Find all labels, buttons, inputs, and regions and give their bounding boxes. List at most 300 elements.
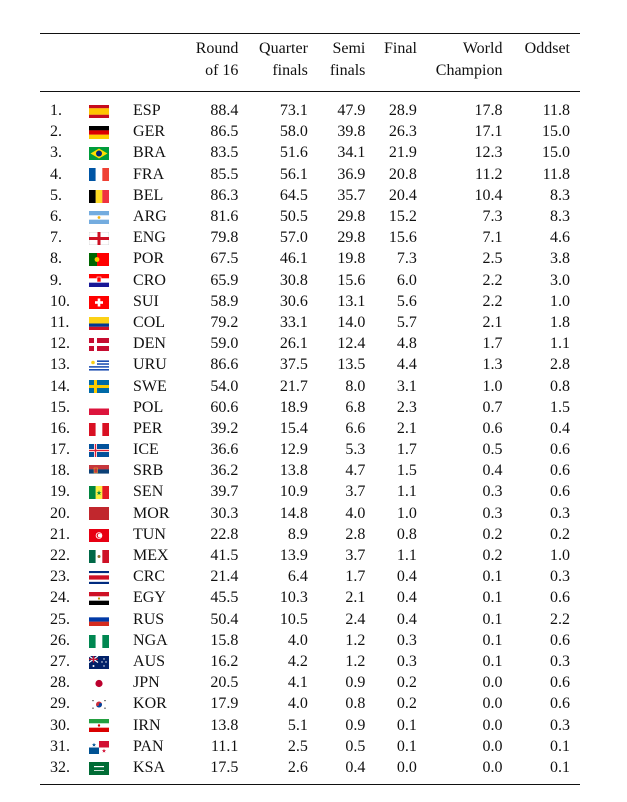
wc-cell: 0.0 <box>482 737 503 755</box>
qf-cell: 4.0 <box>287 631 308 649</box>
pol-flag-icon <box>89 402 109 415</box>
round-cell: 17.5 <box>210 758 239 776</box>
flag-cell <box>86 609 133 630</box>
table-row <box>40 121 580 142</box>
odds-cell: 0.6 <box>550 441 570 459</box>
flag-cell <box>86 312 133 333</box>
odds-cell: 0.6 <box>550 631 570 649</box>
qf-cell: 4.1 <box>287 674 308 692</box>
final-cell: 15.6 <box>388 229 417 247</box>
cro-flag-icon <box>89 274 109 287</box>
team-cell: SUI <box>133 292 159 310</box>
rank-cell: 26. <box>50 631 70 649</box>
sf-cell: 19.8 <box>337 250 366 268</box>
round-cell: 45.5 <box>210 589 239 607</box>
round-cell: 83.5 <box>210 144 239 162</box>
rank-cell: 24. <box>50 589 70 607</box>
sf-cell: 4.0 <box>345 504 366 522</box>
header-oddset: Oddset <box>524 40 570 57</box>
rank-cell: 21. <box>50 525 70 543</box>
team-cell: ICE <box>133 441 159 459</box>
round-cell: 36.2 <box>210 462 239 480</box>
sf-cell: 3.7 <box>345 483 366 501</box>
rank-cell: 9. <box>50 271 62 289</box>
round-cell: 86.6 <box>210 356 239 374</box>
rank-cell: 28. <box>50 674 70 692</box>
rank-cell: 1. <box>50 102 62 120</box>
flag-cell <box>86 206 133 227</box>
table-row <box>40 714 580 735</box>
mex-flag-icon <box>89 550 109 563</box>
rank-cell: 30. <box>50 716 70 734</box>
odds-cell: 0.1 <box>550 758 570 776</box>
qf-cell: 4.0 <box>287 695 308 713</box>
round-cell: 54.0 <box>210 377 239 395</box>
wc-cell: 0.3 <box>482 504 503 522</box>
header-semi-finals: Semi finals <box>329 40 366 79</box>
odds-cell: 0.6 <box>550 483 570 501</box>
final-cell: 7.3 <box>396 250 417 268</box>
final-cell: 2.3 <box>396 398 417 416</box>
rank-cell: 15. <box>50 398 70 416</box>
uru-flag-icon <box>89 359 109 372</box>
odds-cell: 0.8 <box>550 377 570 395</box>
team-cell: GER <box>133 123 166 141</box>
qf-cell: 8.9 <box>287 525 308 543</box>
table-row <box>40 185 580 206</box>
table-row <box>40 524 580 545</box>
wc-cell: 17.1 <box>474 123 503 141</box>
odds-cell: 0.1 <box>550 737 570 755</box>
qf-cell: 14.8 <box>279 504 308 522</box>
rank-cell: 14. <box>50 377 70 395</box>
round-cell: 58.9 <box>210 292 239 310</box>
rank-cell: 6. <box>50 208 62 226</box>
header-team <box>133 34 185 92</box>
final-cell: 0.4 <box>396 589 417 607</box>
flag-cell <box>86 481 133 502</box>
flag-cell <box>86 439 133 460</box>
final-cell: 20.8 <box>388 165 417 183</box>
qf-cell: 10.3 <box>279 589 308 607</box>
team-cell: DEN <box>133 335 166 353</box>
wc-cell: 1.7 <box>482 335 503 353</box>
flag-cell <box>86 142 133 163</box>
wc-cell: 11.2 <box>475 165 503 183</box>
table-body <box>40 92 580 785</box>
fra-flag-icon <box>89 168 109 181</box>
odds-cell: 8.3 <box>550 186 570 204</box>
sf-cell: 6.8 <box>345 398 366 416</box>
odds-cell: 0.3 <box>550 652 570 670</box>
final-cell: 1.7 <box>396 441 417 459</box>
wc-cell: 0.1 <box>482 610 503 628</box>
wc-cell: 2.5 <box>482 250 503 268</box>
sf-cell: 13.1 <box>337 292 366 310</box>
wc-cell: 0.3 <box>482 483 503 501</box>
round-cell: 65.9 <box>210 271 239 289</box>
qf-cell: 37.5 <box>279 356 308 374</box>
sf-cell: 2.4 <box>345 610 366 628</box>
sf-cell: 4.7 <box>345 462 366 480</box>
rank-cell: 31. <box>50 737 70 755</box>
team-cell: BEL <box>133 186 164 204</box>
round-cell: 67.5 <box>210 250 239 268</box>
flag-cell <box>86 757 133 785</box>
wc-cell: 0.5 <box>482 441 503 459</box>
team-cell: JPN <box>133 674 160 692</box>
flag-cell <box>86 354 133 375</box>
rus-flag-icon <box>89 613 109 626</box>
header-rank <box>40 34 86 92</box>
table-row <box>40 397 580 418</box>
qf-cell: 51.6 <box>279 144 308 162</box>
crc-flag-icon <box>89 571 109 584</box>
table-row <box>40 142 580 163</box>
arg-flag-icon <box>89 211 109 224</box>
wc-cell: 1.0 <box>482 377 503 395</box>
round-cell: 88.4 <box>210 102 239 120</box>
flag-cell <box>86 651 133 672</box>
esp-flag-icon <box>89 105 109 118</box>
rank-cell: 13. <box>50 356 70 374</box>
wc-cell: 17.8 <box>474 102 503 120</box>
table-row <box>40 164 580 185</box>
qf-cell: 2.5 <box>287 737 308 755</box>
team-cell: ESP <box>133 102 161 120</box>
round-cell: 21.4 <box>210 568 239 586</box>
round-cell: 39.2 <box>210 419 239 437</box>
round-cell: 30.3 <box>210 504 239 522</box>
kor-flag-icon <box>89 698 109 711</box>
final-cell: 2.1 <box>396 419 417 437</box>
odds-cell: 0.6 <box>550 695 570 713</box>
flag-cell <box>86 121 133 142</box>
odds-cell: 3.0 <box>550 271 570 289</box>
pan-flag-icon <box>89 741 109 754</box>
odds-cell: 0.6 <box>550 674 570 692</box>
mor-flag-icon <box>89 507 109 520</box>
header-world-champion: World Champion <box>435 40 503 79</box>
team-cell: FRA <box>133 165 165 183</box>
wc-cell: 0.2 <box>482 547 503 565</box>
aus-flag-icon <box>89 656 109 669</box>
qf-cell: 18.9 <box>279 398 308 416</box>
flag-cell <box>86 270 133 291</box>
flag-cell <box>86 92 133 122</box>
odds-cell: 1.0 <box>550 292 570 310</box>
final-cell: 3.1 <box>396 377 417 395</box>
final-cell: 0.3 <box>396 652 417 670</box>
team-cell: SEN <box>133 483 164 501</box>
wc-cell: 12.3 <box>474 144 503 162</box>
rank-cell: 20. <box>50 504 70 522</box>
wc-cell: 2.2 <box>482 271 503 289</box>
rank-cell: 12. <box>50 335 70 353</box>
table-row <box>40 566 580 587</box>
flag-cell <box>86 524 133 545</box>
rank-cell: 4. <box>50 165 62 183</box>
odds-cell: 0.2 <box>550 525 570 543</box>
rank-cell: 2. <box>50 123 62 141</box>
table-row <box>40 460 580 481</box>
sf-cell: 0.4 <box>345 758 366 776</box>
qf-cell: 26.1 <box>279 335 308 353</box>
final-cell: 0.1 <box>396 716 417 734</box>
team-cell: POL <box>133 398 164 416</box>
team-cell: RUS <box>133 610 165 628</box>
flag-cell <box>86 587 133 608</box>
round-cell: 59.0 <box>210 335 239 353</box>
round-cell: 39.7 <box>210 483 239 501</box>
team-cell: PAN <box>133 737 164 755</box>
flag-cell <box>86 418 133 439</box>
final-cell: 6.0 <box>396 271 417 289</box>
col-flag-icon <box>89 317 109 330</box>
sf-cell: 1.2 <box>345 631 366 649</box>
rank-cell: 32. <box>50 758 70 776</box>
tun-flag-icon <box>89 529 109 542</box>
round-cell: 11.1 <box>210 737 239 755</box>
team-cell: KSA <box>133 758 166 776</box>
table-row <box>40 248 580 269</box>
qf-cell: 6.4 <box>287 568 308 586</box>
odds-cell: 11.8 <box>542 102 570 120</box>
final-cell: 1.5 <box>396 462 417 480</box>
nga-flag-icon <box>89 635 109 648</box>
ger-flag-icon <box>89 126 109 139</box>
sf-cell: 0.8 <box>345 695 366 713</box>
odds-cell: 2.8 <box>550 356 570 374</box>
table-row <box>40 439 580 460</box>
sen-flag-icon <box>89 486 109 499</box>
qf-cell: 2.6 <box>287 758 308 776</box>
sf-cell: 39.8 <box>337 123 366 141</box>
qf-cell: 58.0 <box>279 123 308 141</box>
sf-cell: 6.6 <box>345 419 366 437</box>
header-final: Final <box>384 40 417 57</box>
final-cell: 5.6 <box>396 292 417 310</box>
table-row <box>40 291 580 312</box>
rank-cell: 8. <box>50 250 62 268</box>
rank-cell: 23. <box>50 568 70 586</box>
qf-cell: 56.1 <box>279 165 308 183</box>
wc-cell: 2.2 <box>482 292 503 310</box>
wc-cell: 0.2 <box>482 525 503 543</box>
odds-cell: 1.1 <box>550 335 570 353</box>
ice-flag-icon <box>89 444 109 457</box>
flag-cell <box>86 460 133 481</box>
odds-cell: 1.5 <box>550 398 570 416</box>
qf-cell: 4.2 <box>287 652 308 670</box>
flag-cell <box>86 736 133 757</box>
round-cell: 16.2 <box>210 652 239 670</box>
final-cell: 0.4 <box>396 610 417 628</box>
qf-cell: 10.9 <box>279 483 308 501</box>
rank-cell: 25. <box>50 610 70 628</box>
qf-cell: 33.1 <box>279 313 308 331</box>
qf-cell: 46.1 <box>279 250 308 268</box>
team-cell: COL <box>133 313 166 331</box>
table-row <box>40 503 580 524</box>
final-cell: 0.2 <box>396 674 417 692</box>
round-cell: 86.3 <box>210 186 239 204</box>
team-cell: POR <box>133 250 165 268</box>
flag-cell <box>86 672 133 693</box>
round-cell: 50.4 <box>210 610 239 628</box>
qf-cell: 30.6 <box>279 292 308 310</box>
final-cell: 28.9 <box>388 102 417 120</box>
eng-flag-icon <box>89 232 109 245</box>
qf-cell: 15.4 <box>279 419 308 437</box>
odds-cell: 3.8 <box>550 250 570 268</box>
team-cell: MOR <box>133 504 170 522</box>
odds-cell: 15.0 <box>542 144 570 162</box>
den-flag-icon <box>89 338 109 351</box>
rank-cell: 18. <box>50 462 70 480</box>
wc-cell: 0.4 <box>482 462 503 480</box>
table-row <box>40 757 580 785</box>
round-cell: 81.6 <box>210 208 239 226</box>
round-cell: 86.5 <box>210 123 239 141</box>
table-row <box>40 354 580 375</box>
flag-cell <box>86 375 133 396</box>
table-row <box>40 312 580 333</box>
odds-cell: 1.8 <box>550 313 570 331</box>
table-row <box>40 206 580 227</box>
flag-cell <box>86 333 133 354</box>
sf-cell: 12.4 <box>337 335 366 353</box>
qf-cell: 50.5 <box>279 208 308 226</box>
por-flag-icon <box>89 253 109 266</box>
team-cell: MEX <box>133 547 169 565</box>
table-row <box>40 545 580 566</box>
final-cell: 21.9 <box>388 144 417 162</box>
round-cell: 79.2 <box>210 313 239 331</box>
team-cell: AUS <box>133 652 166 670</box>
qf-cell: 12.9 <box>279 441 308 459</box>
table-row <box>40 227 580 248</box>
final-cell: 4.8 <box>396 335 417 353</box>
wc-cell: 0.0 <box>482 758 503 776</box>
irn-flag-icon <box>89 719 109 732</box>
sf-cell: 1.7 <box>345 568 366 586</box>
qf-cell: 73.1 <box>279 102 308 120</box>
sf-cell: 34.1 <box>337 144 366 162</box>
final-cell: 15.2 <box>388 208 417 226</box>
flag-cell <box>86 714 133 735</box>
sf-cell: 5.3 <box>345 441 366 459</box>
wc-cell: 1.3 <box>482 356 503 374</box>
bra-flag-icon <box>89 147 109 160</box>
wc-cell: 10.4 <box>474 186 503 204</box>
qf-cell: 30.8 <box>279 271 308 289</box>
qf-cell: 13.9 <box>279 547 308 565</box>
rank-cell: 16. <box>50 419 70 437</box>
flag-cell <box>86 227 133 248</box>
team-cell: TUN <box>133 525 166 543</box>
flag-cell <box>86 164 133 185</box>
rank-cell: 5. <box>50 186 62 204</box>
wc-cell: 0.1 <box>482 631 503 649</box>
sf-cell: 13.5 <box>337 356 366 374</box>
per-flag-icon <box>89 423 109 436</box>
round-cell: 60.6 <box>210 398 239 416</box>
wc-cell: 0.7 <box>482 398 503 416</box>
odds-cell: 0.3 <box>550 504 570 522</box>
final-cell: 5.7 <box>396 313 417 331</box>
round-cell: 17.9 <box>210 695 239 713</box>
final-cell: 1.1 <box>396 547 417 565</box>
rank-cell: 22. <box>50 547 70 565</box>
round-cell: 36.6 <box>210 441 239 459</box>
table-row <box>40 672 580 693</box>
table-row <box>40 736 580 757</box>
final-cell: 20.4 <box>388 186 417 204</box>
odds-cell: 0.6 <box>550 462 570 480</box>
odds-cell: 0.6 <box>550 589 570 607</box>
odds-cell: 0.3 <box>550 716 570 734</box>
team-cell: IRN <box>133 716 161 734</box>
table-row <box>40 270 580 291</box>
sf-cell: 2.8 <box>345 525 366 543</box>
qf-cell: 21.7 <box>279 377 308 395</box>
jpn-flag-icon <box>89 677 109 690</box>
odds-cell: 1.0 <box>550 547 570 565</box>
wc-cell: 2.1 <box>482 313 503 331</box>
header-flag <box>86 34 133 92</box>
sf-cell: 14.0 <box>337 313 366 331</box>
wc-cell: 0.1 <box>482 589 503 607</box>
final-cell: 1.0 <box>396 504 417 522</box>
flag-cell <box>86 397 133 418</box>
wc-cell: 7.1 <box>482 229 503 247</box>
table-row <box>40 693 580 714</box>
team-cell: KOR <box>133 695 167 713</box>
qf-cell: 64.5 <box>279 186 308 204</box>
rank-cell: 10. <box>50 292 70 310</box>
round-cell: 79.8 <box>210 229 239 247</box>
final-cell: 0.1 <box>396 737 417 755</box>
ksa-flag-icon <box>89 762 109 775</box>
sf-cell: 15.6 <box>337 271 366 289</box>
flag-cell <box>86 248 133 269</box>
sf-cell: 0.5 <box>345 737 366 755</box>
final-cell: 0.0 <box>396 758 417 776</box>
table-row <box>40 630 580 651</box>
flag-cell <box>86 185 133 206</box>
table-row <box>40 481 580 502</box>
wc-cell: 0.1 <box>482 652 503 670</box>
flag-cell <box>86 291 133 312</box>
team-cell: ENG <box>133 229 166 247</box>
sui-flag-icon <box>89 296 109 309</box>
sf-cell: 0.9 <box>345 674 366 692</box>
round-cell: 41.5 <box>210 547 239 565</box>
team-cell: SWE <box>133 377 167 395</box>
srb-flag-icon <box>89 465 109 478</box>
rank-cell: 3. <box>50 144 62 162</box>
wc-cell: 0.1 <box>482 568 503 586</box>
table-row <box>40 609 580 630</box>
flag-cell <box>86 693 133 714</box>
team-cell: PER <box>133 419 163 437</box>
sf-cell: 1.2 <box>345 652 366 670</box>
qf-cell: 57.0 <box>279 229 308 247</box>
team-cell: BRA <box>133 144 166 162</box>
rank-cell: 29. <box>50 695 70 713</box>
rank-cell: 19. <box>50 483 70 501</box>
